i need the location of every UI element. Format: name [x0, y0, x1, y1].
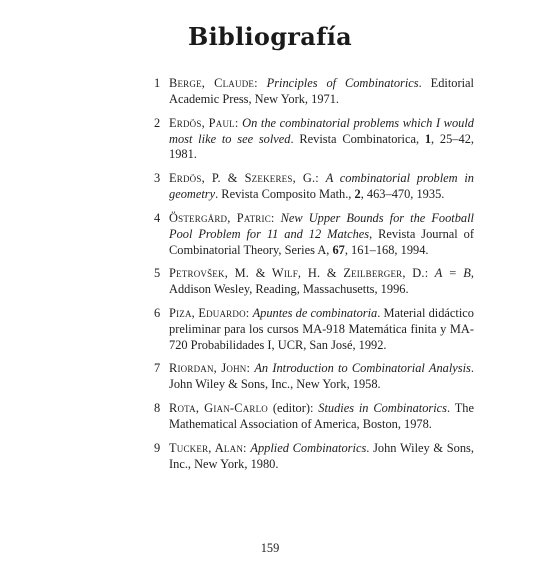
entry-work-title: A combinatorial problem in geometry	[169, 171, 475, 202]
bibliography-entry	[154, 171, 474, 203]
page-title: Bibliografía	[188, 22, 352, 51]
bibliography-entry	[154, 76, 474, 108]
entry-work-title: New Upper Bounds for the Football Pool Problem for 11 and 12 Matches	[169, 210, 474, 241]
entry-text: , 161–168, 1994.	[344, 242, 429, 257]
entry-work-title: An Introduction to Combinatorial Analysis	[254, 361, 471, 376]
entry-text	[319, 171, 326, 185]
entry-author: Riordan, John:	[169, 361, 251, 376]
entry-text: , 25–42, 1981.	[169, 131, 474, 162]
entry-number: 4	[154, 210, 161, 225]
entry-text: . John Wiley & Sons, Inc., New York, 1958.	[169, 361, 474, 392]
entry-text: . John Wiley & Sons, Inc., New York, 1980.	[169, 440, 474, 471]
entry-work-title: Apuntes de combinatoria	[252, 305, 378, 320]
entry-text: (editor):	[268, 400, 319, 415]
entry-volume: 2	[354, 187, 361, 202]
entry-text: . Editorial Academic Press, New York, 1971.	[169, 76, 474, 106]
entry-text	[258, 76, 267, 90]
entry-author: Tucker, Alan:	[169, 440, 247, 455]
entry-work-title: Studies in Combinatorics	[318, 400, 447, 415]
entry-number: 3	[154, 171, 161, 186]
page-number: 159	[260, 541, 280, 555]
entry-text: . The Mathematical Association of America, Boston, 1978.	[169, 400, 474, 431]
bibliography-entry	[154, 211, 474, 259]
entry-author: Östergård, Patric:	[169, 210, 275, 225]
entry-author: Erdös, Paul:	[169, 115, 239, 130]
entry-author: Piza, Eduardo:	[169, 305, 250, 320]
entry-text: , Addison Wesley, Reading, Massachusetts, 1996.	[169, 266, 474, 297]
entry-number: 2	[154, 115, 161, 130]
bibliography-entry	[154, 401, 474, 433]
bibliography-entry	[154, 116, 474, 164]
entry-author: Erdös, P. & Szekeres, G.:	[169, 171, 319, 186]
bibliography-entry	[154, 306, 474, 354]
entry-number: 5	[154, 266, 161, 281]
entry-author: Rota, Gian-Carlo	[169, 400, 268, 415]
bibliography-entry	[154, 266, 474, 298]
entry-number: 8	[154, 400, 161, 415]
entry-author: Petrovšek, M. & Wilf, H. & Zeilberger, D.:	[169, 266, 429, 281]
entry-work-title: Applied Combinatorics	[250, 440, 367, 455]
entry-work-title: A = B	[434, 266, 471, 281]
bibliography-list	[154, 76, 474, 480]
entry-text: . Revista Composito Math.,	[215, 187, 355, 202]
entry-number: 1	[154, 76, 161, 90]
entry-work-title: Principles of Combinatorics	[266, 76, 419, 90]
entry-text: . Material didáctico preliminar para los cursos MA-918 Matemática finita y MA-720 Probabilidades I, UCR, San José, 1992.	[169, 305, 474, 352]
entry-number: 7	[154, 361, 161, 376]
entry-volume: 67	[332, 242, 345, 257]
entry-work-title: On the combinatorial problems which I would most like to see solved	[169, 115, 474, 146]
bibliography-entry	[154, 441, 474, 473]
entry-text: . Revista Combinatorica,	[290, 131, 425, 146]
entry-text: , Revista Journal of Combinatorial Theory, Series A,	[169, 226, 474, 257]
entry-text: , 463–470, 1935.	[360, 187, 445, 202]
entry-author: Berge, Claude:	[169, 76, 258, 90]
entry-number: 9	[154, 440, 161, 455]
bibliography-entry	[154, 361, 474, 393]
entry-volume: 1	[424, 131, 432, 146]
entry-number: 6	[154, 305, 161, 320]
